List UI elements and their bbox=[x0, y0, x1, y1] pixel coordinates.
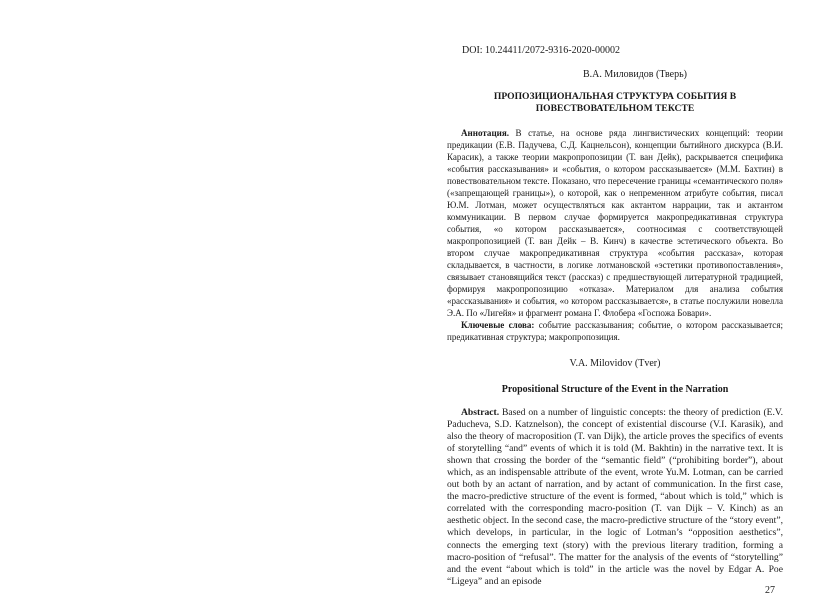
abstract-ru bbox=[447, 127, 783, 319]
abstract-ru-label: Аннотация. bbox=[461, 128, 510, 138]
doi: DOI: 10.24411/2072-9316-2020-00002 bbox=[462, 45, 620, 56]
abstract-ru-text: В статье, на основе ряда лингвистических концепций: теории предикации (Е.В. Падучева, С.Д. Кацнельсон), концепции бытийного дискурса (В.И. Карасик), а также теории макропропозиции (Т. ван Дейк), раскрывается специфика «события рассказывания» и «события, о котором рассказывается» (М.М. Бахтин) в повествовательном тексте. Показано, что пересечение границы «семантического поля» («запрещающей границы»), о которой, как о непременном атрибуте события, писал Ю.М. Лотман, может осуществляться как актантом наррации, так и актантом коммуникации. В первом случае формируется макропредикативная структура события, «о котором рассказывается», соотносимая с соответствующей макропропозицией (Т. ван Дейк – В. Кинч) в качестве эстетического объекта. Во втором случае макропредикативная структура «события рассказа», которая складывается, в частности, в логике лотмановской «эстетики противопоставления», связывает становящийся текст (рассказ) с предшествующей литературной традицией, формируя макропропозицию «отказа». Материалом для анализа события «рассказывания» и события, «о котором рассказывается», в статье послужили новелла Э.А. По «Лигейя» и фрагмент романа Г. Флобера «Госпожа Бовари». bbox=[447, 128, 784, 318]
title-en: Propositional Structure of the Event in the Narration bbox=[501, 384, 729, 395]
author-ru: В.А. Миловидов (Тверь) bbox=[583, 69, 687, 80]
keywords-ru-label: Ключевые слова: bbox=[461, 320, 535, 330]
keywords-ru-text: событие рассказывания; событие, о котором рассказывается; предикативная структура; макропропозиция. bbox=[447, 320, 783, 342]
keywords-ru bbox=[447, 319, 783, 343]
abstract-en-label: Abstract. bbox=[461, 407, 500, 418]
page-number: 27 bbox=[765, 585, 775, 596]
author-en: V.A. Milovidov (Tver) bbox=[569, 358, 661, 369]
abstract-en-text: Based on a number of linguistic concepts: the theory of prediction (E.V. Paducheva, S.D. Katznelson), the concept of existential discourse (V.I. Karasik), and also the theory of macroposition (T. van Dijk), the article proves the specifics of events of storytelling “and” events of which it is told (M. Bakhtin) in the narrative text. It is shown that crossing the border of the “semantic field” (“prohibiting border”), about which, as an indispensable attribute of the event, wrote Yu.M. Lotman, can be carried out both by an actant of narration, and by actant of communication. In the first case, the macro-predictive structure of the event is formed, “about which is told,” which is correlated with the corresponding macro-position (T. van Dijk – V. Kinch) as an aesthetic object. In the second case, the macro-predictive structure of the “story event”, which develops, in particular, in the logic of Lotman’s “opposition aesthetics”, connects the emerging text (story) with the previous literary tradition, forming a macro-position of “refusal”. The matter for the analysis of the events of “storytelling” and the event “about which is told” in the article was the novel by Edgar A. Poe “Ligeya” and an episode bbox=[447, 407, 783, 587]
abstract-en bbox=[447, 407, 783, 588]
title-ru bbox=[447, 91, 783, 115]
title-ru-line1: ПРОПОЗИЦИОНАЛЬНАЯ СТРУКТУРА СОБЫТИЯ В bbox=[493, 91, 737, 102]
title-ru-line2: ПОВЕСТВОВАТЕЛЬНОМ ТЕКСТЕ bbox=[535, 103, 695, 114]
